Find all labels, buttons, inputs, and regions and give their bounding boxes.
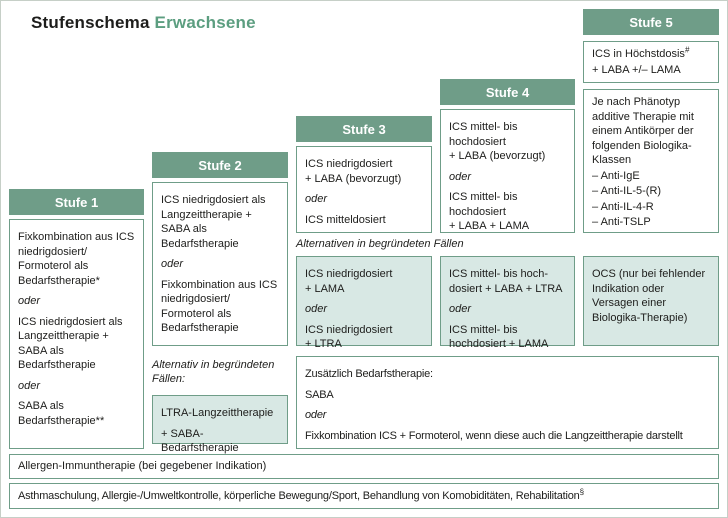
text-line: oder xyxy=(449,303,472,316)
text-line: ICS mitteldosiert xyxy=(305,213,386,226)
basis-measures-row xyxy=(9,483,719,509)
page-title xyxy=(31,13,256,33)
step-5-header: Stufe 5 xyxy=(583,9,719,35)
text-line: SABA xyxy=(305,388,334,401)
text-line: oder xyxy=(305,409,327,422)
alternatives-label: Alternativen in begründeten Fällen xyxy=(296,238,464,250)
title-accent: Erwachsene xyxy=(154,13,256,32)
step-3-main-box xyxy=(296,146,432,233)
text-line: ICS in Höchstdosis# xyxy=(592,45,690,60)
text-line: ICS niedrigdosiert als Langzeittherapie + SABA als Bedarfstherapie xyxy=(161,194,266,250)
text-line: ICS niedrigdosiert als Langzeittherapie + SABA als Bedarfstherapie xyxy=(18,315,123,372)
text-line: oder xyxy=(305,193,328,206)
step-5-biologics-box xyxy=(583,89,719,233)
text-line: Fixkombination aus ICS niedrigdosiert/​Formoterol als Bedarfstherapie* xyxy=(18,231,135,287)
footnote-marker: § xyxy=(579,487,584,497)
text-line: oder xyxy=(449,170,472,183)
text-line: LTRA-Langzeittherapie xyxy=(161,407,274,419)
step-4-main-box xyxy=(440,109,575,233)
text-line: ICS niedrigdosiert + LABA (bevorzugt) xyxy=(305,158,402,185)
text-line: oder xyxy=(305,303,328,316)
text-line: OCS (nur bei fehlender Indikation oder Versagen einer Biologika-Therapie) xyxy=(592,268,706,324)
title-main: Stufenschema xyxy=(31,13,150,32)
step-3-header: Stufe 3 xyxy=(296,116,432,142)
step-2-alternative-box xyxy=(152,395,288,455)
text-line: ICS niedrigdosiert + LTRA xyxy=(305,323,393,351)
text-line: oder xyxy=(18,379,41,392)
text-line: oder xyxy=(18,295,41,308)
text-line: + SABA-Bedarfstherapie xyxy=(161,427,239,455)
text-line: – Anti-IgE xyxy=(592,169,640,182)
step-2-header: Stufe 2 xyxy=(152,152,288,178)
step-1-main-box xyxy=(9,219,144,449)
text-line: Zusätzlich Bedarfstherapie: xyxy=(305,368,433,380)
text-line: ICS niedrigdosiert + LAMA xyxy=(305,268,393,295)
text-line: Allergen-Immuntherapie (bei gegebener Indikation) xyxy=(18,460,267,473)
text-line: oder xyxy=(161,258,184,271)
additional-therapy-box xyxy=(296,356,719,449)
text-line: Fixkombination ICS + Formoterol, wenn diese auch die Langzeittherapie darstellt xyxy=(305,429,683,442)
step-4-header: Stufe 4 xyxy=(440,79,575,105)
text-line: + LABA +/– LAMA xyxy=(592,63,681,76)
text-line: SABA als Bedarfstherapie** xyxy=(18,400,105,427)
allergen-immunotherapy-row xyxy=(9,454,719,479)
text-line: Fixkombination aus ICS niedrigdosiert/​Formoterol als Bedarfstherapie xyxy=(161,278,278,335)
step-4-alternative-box xyxy=(440,256,575,351)
text-line: – Anti-IL-4-R xyxy=(592,200,654,213)
step-5-ocs-box xyxy=(583,256,719,346)
text-line: ICS mittel- bis hochdosiert + LABA + LTRA xyxy=(449,268,563,295)
text-line: Je nach Phänotyp additive Therapie mit einem Antikörper der folgenden Biologika-Klassen xyxy=(592,96,694,167)
step-3-alternative-box xyxy=(296,256,432,351)
text-line: ICS mittel- bis hochdosiert + LABA (bevorzugt) xyxy=(449,121,546,163)
step-1-header: Stufe 1 xyxy=(9,189,144,215)
text-line: ICS mittel- bis hochdosiert + LAMA xyxy=(449,323,549,351)
step-5-ics-box xyxy=(583,41,719,83)
footnote-marker: # xyxy=(684,45,690,55)
text-line: – Anti-IL-5-(R) xyxy=(592,185,662,198)
text-line: – Anti-TSLP xyxy=(592,216,651,229)
text-line: Asthmaschulung, Allergie-/Umweltkontrolle, körperliche Bewegung/Sport, Behandlung von Komobiditäten, Rehabilitation§ xyxy=(18,487,584,502)
step-2-main-box xyxy=(152,182,288,346)
text-line: ICS mittel- bis hochdosiert + LABA + LAMA xyxy=(449,191,530,233)
step-2-alternative-label: Alternativ in begründeten Fällen: xyxy=(152,359,275,386)
